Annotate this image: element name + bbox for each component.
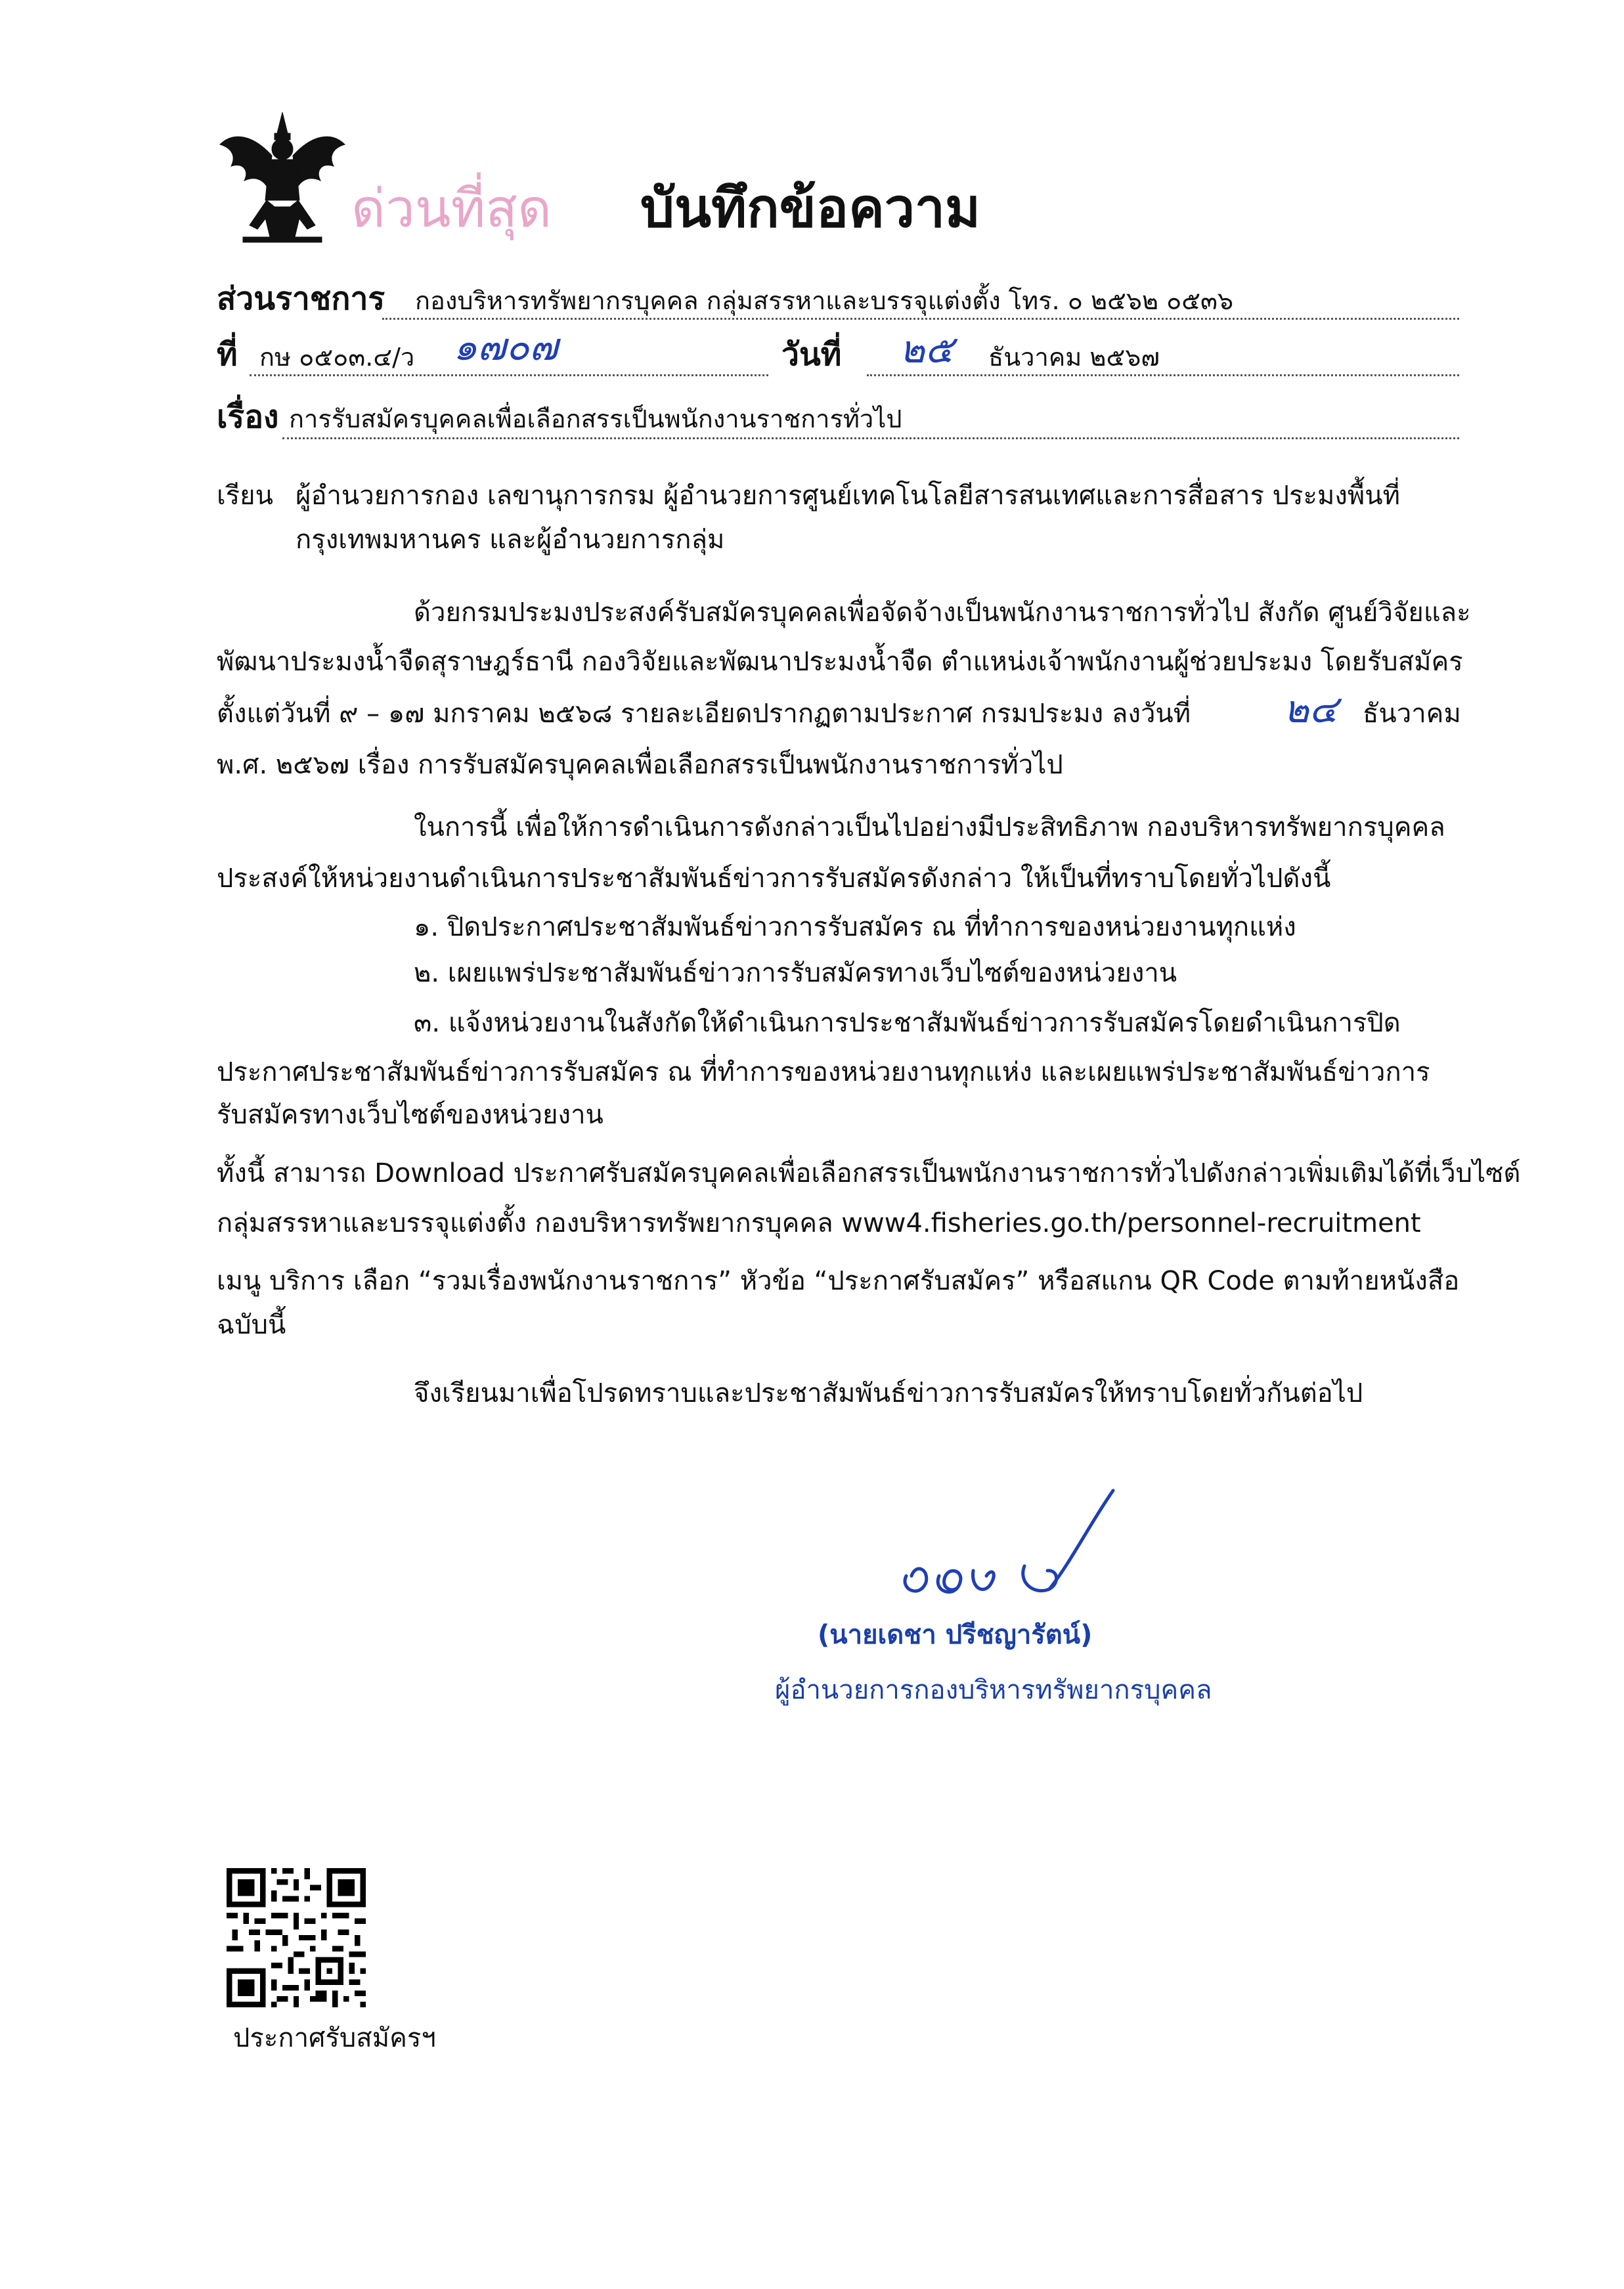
- ref-dotted-line: [250, 374, 768, 376]
- para1-line-3-b: ธันวาคม: [1363, 699, 1461, 729]
- subject-dotted-line: [282, 437, 1459, 439]
- date-label: วันที่: [781, 336, 842, 373]
- para3-line-4: ฉบับนี้: [217, 1310, 286, 1340]
- para3-line-3: เมนู บริการ เลือก “รวมเรื่องพนักงานราชการ” หัวข้อ “ประกาศรับสมัคร” หรือสแกน QR Code ตามท้ายหนังสือ: [217, 1266, 1460, 1296]
- subject-label: เรื่อง: [217, 399, 279, 435]
- para1-handwritten-day: ๒๔: [1284, 687, 1338, 731]
- para2-line-1: ในการนี้ เพื่อให้การดำเนินการดังกล่าวเป็นไปอย่างมีประสิทธิภาพ กองบริหารทรัพยากรบุคคล: [414, 812, 1445, 842]
- para2-item-3-line-3: รับสมัครทางเว็บไซต์ของหน่วยงาน: [217, 1100, 604, 1130]
- para2-line-2: ประสงค์ให้หน่วยงานดำเนินการประชาสัมพันธ์ข่าวการรับสมัครดังกล่าว ให้เป็นที่ทราบโดยทั่วไปดังนี้: [217, 863, 1331, 894]
- signer-position: ผู้อำนวยการกองบริหารทรัพยากรบุคคล: [775, 1675, 1212, 1705]
- para2-item-3-line-1: ๓. แจ้งหน่วยงานในสังกัดให้ดำเนินการประชาสัมพันธ์ข่าวการรับสมัครโดยดำเนินการปิด: [414, 1008, 1401, 1038]
- date-value: ธันวาคม ๒๕๖๗: [988, 343, 1160, 372]
- qr-caption: ประกาศรับสมัครฯ: [233, 2023, 436, 2053]
- agency-value: กองบริหารทรัพยากรบุคคล กลุ่มสรรหาและบรรจุแต่งตั้ง โทร. ๐ ๒๕๖๒ ๐๕๓๖: [415, 286, 1234, 315]
- para2-item-1: ๑. ปิดประกาศประชาสัมพันธ์ข่าวการรับสมัคร ณ ที่ทำการของหน่วยงานทุกแห่ง: [414, 912, 1296, 942]
- urgency-stamp: ด่วนที่สุด: [351, 178, 552, 239]
- salutation-line-1: ผู้อำนวยการกอง เลขานุการกรม ผู้อำนวยการศูนย์เทคโนโลยีสารสนเทศและการสื่อสาร ประมงพื้นที่: [296, 481, 1400, 511]
- para3-line-1: ทั้งนี้ สามารถ Download ประกาศรับสมัครบุคคลเพื่อเลือกสรรเป็นพนักงานราชการทั่วไปดังกล่าวเพิ่มเติมได้ที่เว็บไซต์: [217, 1158, 1521, 1188]
- agency-dotted-line: [382, 318, 1459, 320]
- memo-title: บันทึกข้อความ: [640, 177, 981, 240]
- ref-value: กษ ๐๕๐๓.๔/ว: [259, 343, 415, 372]
- para2-item-2: ๒. เผยแพร่ประชาสัมพันธ์ข่าวการรับสมัครทางเว็บไซต์ของหน่วยงาน: [414, 958, 1177, 988]
- ref-handwritten-number: ๑๗๐๗: [453, 324, 558, 369]
- closing-sentence: จึงเรียนมาเพื่อโปรดทราบและประชาสัมพันธ์ข่าวการรับสมัครให้ทราบโดยทั่วกันต่อไป: [414, 1378, 1363, 1408]
- para1-line-3-a: ตั้งแต่วันที่ ๙ – ๑๗ มกราคม ๒๕๖๘ รายละเอียดปรากฏตามประกาศ กรมประมง ลงวันที่: [217, 699, 1191, 729]
- agency-label: ส่วนราชการ: [217, 280, 385, 317]
- signer-name: (นายเดชา ปรีชญารัตน์): [818, 1620, 1093, 1650]
- date-handwritten-day: ๒๕: [900, 327, 954, 372]
- qr-code-icon: [227, 1868, 366, 2007]
- garuda-emblem: [217, 108, 348, 250]
- para1-line-2: พัฒนาประมงน้ำจืดสุราษฎร์ธานี กองวิจัยและพัฒนาประมงน้ำจืด ตำแหน่งเจ้าพนักงานผู้ช่วยประมง โดยรับสมัคร: [217, 647, 1463, 677]
- salutation-line-2: กรุงเทพมหานคร และผู้อำนวยการกลุ่ม: [296, 525, 725, 555]
- ref-label: ที่: [217, 336, 238, 373]
- para1-line-4: พ.ศ. ๒๕๖๗ เรื่อง การรับสมัครบุคคลเพื่อเลือกสรรเป็นพนักงานราชการทั่วไป: [217, 750, 1063, 780]
- handwritten-signature-icon: [893, 1477, 1130, 1609]
- para1-line-1: ด้วยกรมประมงประสงค์รับสมัครบุคคลเพื่อจัดจ้างเป็นพนักงานราชการทั่วไป สังกัด ศูนย์วิจัยและ: [414, 598, 1471, 628]
- subject-value: การรับสมัครบุคคลเพื่อเลือกสรรเป็นพนักงานราชการทั่วไป: [289, 404, 902, 433]
- date-dotted-line: [867, 374, 1459, 376]
- para2-item-3-line-2: ประกาศประชาสัมพันธ์ข่าวการรับสมัคร ณ ที่ทำการของหน่วยงานทุกแห่ง และเผยแพร่ประชาสัมพันธ์ข่าวการ: [217, 1057, 1430, 1087]
- para3-line-2: กลุ่มสรรหาและบรรจุแต่งตั้ง กองบริหารทรัพยากรบุคคล www4.fisheries.go.th/personnel-recruitment: [217, 1208, 1421, 1238]
- salutation-label: เรียน: [217, 481, 273, 511]
